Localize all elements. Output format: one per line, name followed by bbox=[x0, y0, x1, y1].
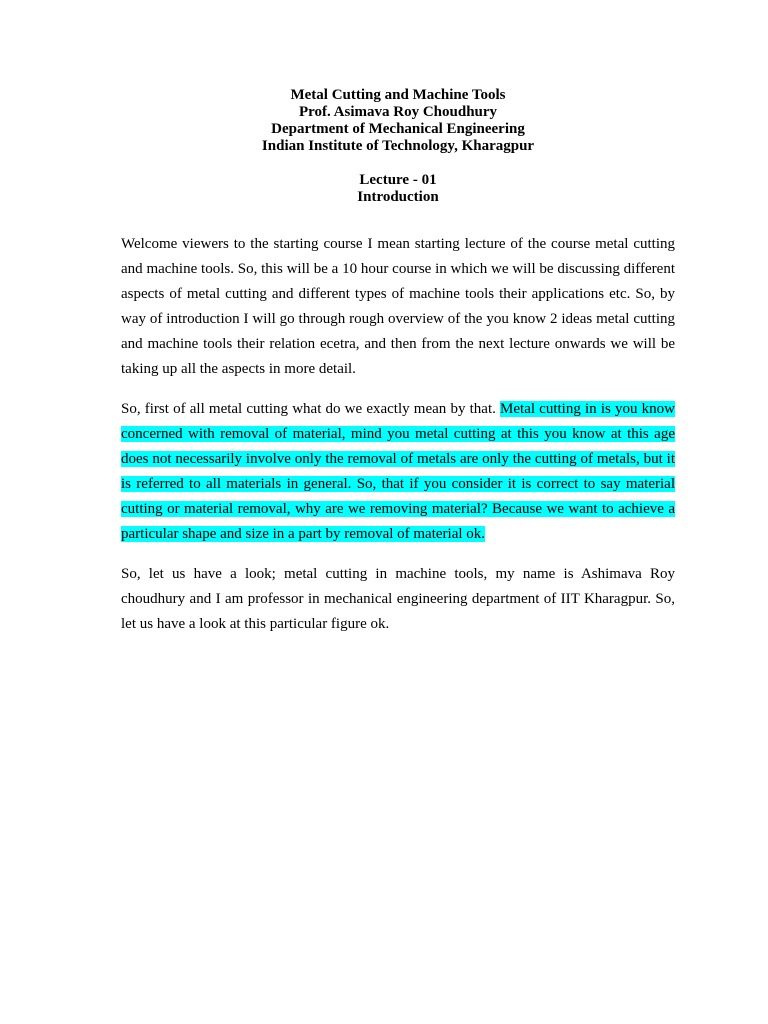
lecture-body bbox=[121, 232, 675, 652]
lecture-title: Introduction bbox=[357, 189, 439, 205]
paragraph-2-lead: So, first of all metal cutting what do we exactly mean by that. bbox=[121, 401, 501, 417]
paragraph-3: So, let us have a look; metal cutting in machine tools, my name is Ashimava Roy choudhury and I am professor in mechanical engineering department of IIT Kharagpur. So, let us have a look at this particular figure ok. bbox=[121, 566, 675, 632]
department-name: Department of Mechanical Engineering bbox=[271, 121, 525, 137]
institute-name: Indian Institute of Technology, Kharagpur bbox=[261, 138, 535, 154]
highlighted-text: Metal cutting in is you know concerned with removal of material, mind you metal cutting at this you know at this age does not necessarily involve only the removal of metals are only the cutting of metals, but it is referred to all materials in general. So, that if you consider it is correct to say material cutting or material removal, why are we removing material? Because we want to achieve a particular shape and size in a part by removal of material ok. bbox=[121, 401, 676, 542]
course-title: Metal Cutting and Machine Tools bbox=[290, 87, 506, 103]
lecture-number: Lecture - 01 bbox=[359, 172, 437, 188]
professor-name: Prof. Asimava Roy Choudhury bbox=[298, 104, 498, 120]
paragraph-2 bbox=[121, 397, 675, 547]
paragraph-1: Welcome viewers to the starting course I mean starting lecture of the course metal cutting and machine tools. So, this will be a 10 hour course in which we will be discussing different aspects of metal cutting and different types of machine tools their applications etc. So, by way of introduction I will go through rough overview of the you know 2 ideas metal cutting and machine tools their relation ecetra, and then from the next lecture onwards we will be taking up all the aspects in more detail. bbox=[121, 236, 675, 377]
lecture-heading bbox=[121, 172, 675, 206]
document-header bbox=[121, 87, 675, 155]
